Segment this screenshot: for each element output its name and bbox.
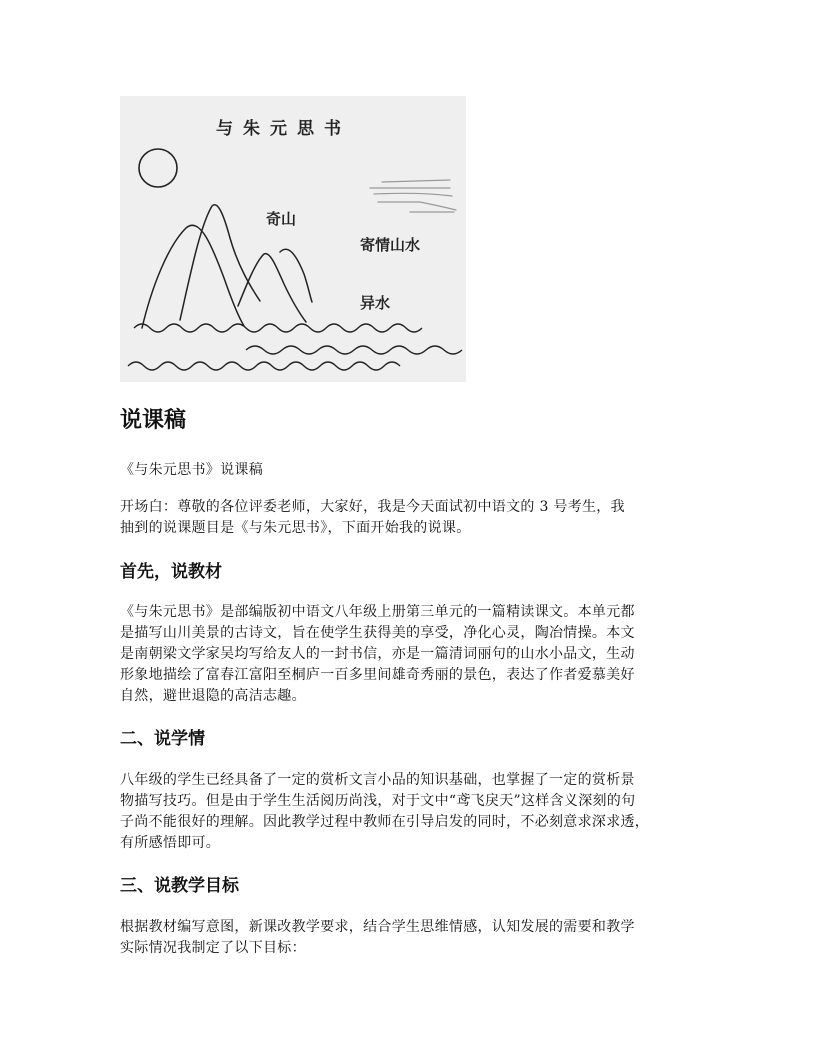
illustration-title: 与朱元思书 xyxy=(216,119,351,139)
paragraph-line: 实际情况我制定了以下目标： xyxy=(120,940,306,956)
illustration-label-mountain: 奇山 xyxy=(266,210,297,228)
paragraph-line: 抽到的说课题目是《与朱元思书》，下面开始我的说课。 xyxy=(120,520,471,536)
document-title: 说课稿 xyxy=(120,408,187,433)
paragraph-line: 是南朝梁文学家吴均写给友人的一封书信，亦是一篇清词丽句的山水小品文，生动 xyxy=(120,646,635,662)
paragraph-line: 根据教材编写意图，新课改教学要求，结合学生思维情感，认知发展的需要和教学 xyxy=(120,919,635,935)
paragraph-line: 开场白：尊敬的各位评委老师，大家好，我是今天面试初中语文的 3 号考生，我 xyxy=(120,499,625,515)
illustration-label-feeling: 寄情山水 xyxy=(360,236,421,254)
cloud-icon xyxy=(370,180,456,212)
wave-icon xyxy=(128,324,462,370)
paragraph-line: 八年级的学生已经具备了一定的赏析文言小品的知识基础，也掌握了一定的赏析景 xyxy=(120,772,635,788)
paragraph-line: 物描写技巧。但是由于学生生活阅历尚浅，对于文中“鸢飞戾天”这样含义深刻的句 xyxy=(120,793,636,809)
section-heading-objectives: 三、说教学目标 xyxy=(120,876,239,896)
illustration xyxy=(120,96,466,382)
document-subtitle: 《与朱元思书》说课稿 xyxy=(120,462,263,478)
paragraph-line: 《与朱元思书》是部编版初中语文八年级上册第三单元的一篇精读课文。本单元都 xyxy=(120,604,635,620)
section-heading-students: 二、说学情 xyxy=(120,729,205,749)
paragraph-line: 子尚不能很好的理解。因此教学过程中教师在引导启发的同时，不必刻意求深求透， xyxy=(120,814,650,830)
section-heading-material: 首先，说教材 xyxy=(120,562,222,582)
paragraph-line: 形象地描绘了富春江富阳至桐庐一百多里间雄奇秀丽的景色，表达了作者爱慕美好 xyxy=(120,667,635,683)
paragraph-line: 自然，避世退隐的高洁志趣。 xyxy=(120,688,306,704)
sun-icon xyxy=(139,149,177,187)
paragraph-line: 是描写山川美景的古诗文，旨在使学生获得美的享受，净化心灵，陶冶情操。本文 xyxy=(120,625,635,641)
paragraph-line: 有所感悟即可。 xyxy=(120,835,221,851)
illustration-label-water: 异水 xyxy=(360,294,391,312)
